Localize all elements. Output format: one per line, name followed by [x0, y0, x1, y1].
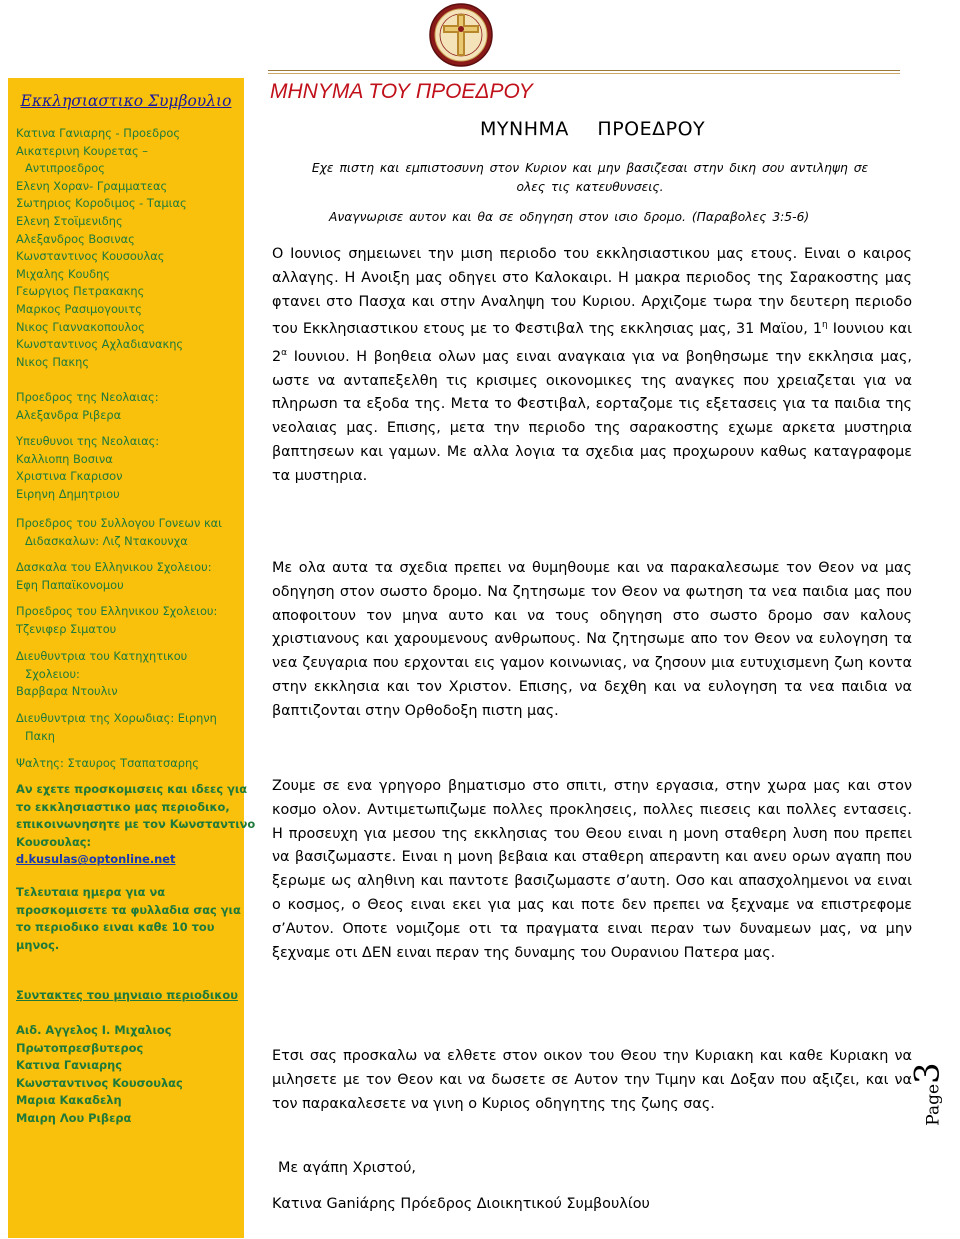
- verse-line: Αναγνωρισε αυτον και θα σε οδηγηση στον ισιο δρομο. (Παραβολες 3:5-6): [329, 210, 810, 224]
- contact-line: Αν εχετε προσκομισεις και ιδεες για: [16, 782, 248, 796]
- council-list: [16, 125, 242, 371]
- editors-label: Συντακτες του μηνιαιο περιοδικου: [16, 988, 238, 1002]
- council-member: Αικατερινη Κουρετας –: [16, 143, 148, 158]
- paragraph-text: Ο Ιουνιος σημειωνει την μιση περιοδο του εκκλησιαστικου μας ετους. Ειναι ο καιρος αλλαγης. Η Ανοιξη μας οδηγει στο Καλοκαιρι. Η μακρα περιοδος της Σαρακοστης μας φτανει στο Πασχα και στην Αναληψη του Κυριου. Αρχιζομε τωρα την δευτερη περιοδο του Εκκλησιαστικου ετους με το Φεστιβαλ της εκκλησιας μας, 31 Μαϊου, 1: [272, 246, 912, 338]
- scripture-verse: [280, 159, 900, 197]
- editor-name: Αιδ. Αγγελος Ι. Μιχαλιος: [16, 1023, 172, 1037]
- catechism-block: [16, 648, 242, 701]
- deadline-block: [16, 884, 242, 954]
- header-rule-thin: [268, 73, 900, 74]
- pta-label: Προεδρος του Συλλογου Γονεων και: [16, 516, 223, 530]
- chanter-block: [16, 755, 242, 773]
- page-word: Page: [923, 1083, 944, 1126]
- pta-block: [16, 515, 242, 550]
- page-number: [907, 1040, 960, 1140]
- youth-leaders-label: Υπευθυνοι της Νεολαιας:: [16, 434, 160, 448]
- teacher-name: Εφη Παπαϊκονομου: [16, 577, 124, 592]
- youth-leader: Ειρηνη Δημητριου: [16, 486, 120, 501]
- council-member: Κωνσταντινος Αχλαδιανακης: [16, 337, 184, 352]
- sidebar-title: Εκκλησιαστικο Συμβουλιο: [20, 92, 232, 110]
- pta-label-cont: Διδασκαλων:: [25, 533, 100, 548]
- page-num: 3: [907, 1062, 948, 1084]
- contact-line: το εκκλησιαστικο μας περιοδικο,: [16, 799, 230, 814]
- council-member: Ελενη Στοϊμενιδης: [16, 213, 123, 228]
- teacher-label: Δασκαλα του Ελληνικου Σχολειου:: [16, 560, 212, 574]
- council-member: Γεωργιος Πετρακακης: [16, 284, 145, 299]
- youth-leader: Χριστινα Γκαρισον: [16, 469, 123, 484]
- message-heading: ΜΥΝΗΜΑ ΠΡΟΕΔΡΟΥ: [480, 118, 706, 140]
- choir-name-cont: Πακη: [25, 728, 56, 743]
- catechism-label-cont: Σχολειου:: [25, 666, 80, 681]
- catechism-name: Βαρβαρα Ντουλιν: [16, 684, 118, 699]
- page-title: ΜΗΝΥΜΑ ΤΟΥ ΠΡΟΕΔΡΟΥ: [270, 80, 533, 103]
- choir-block: [16, 710, 242, 745]
- contact-block: [16, 781, 256, 869]
- paragraph: [272, 1045, 912, 1116]
- signature-line: Κατινα Ganiάρης Πρόεδρος Διοικητικού Συμβουλίου: [272, 1196, 650, 1212]
- paragraph: [272, 775, 912, 965]
- council-member: Μιχαλης Κουδης: [16, 266, 110, 281]
- paragraph: [272, 557, 912, 724]
- council-member: Νικος Γιαννακοπουλος: [16, 319, 145, 334]
- youth-leader: Καλλιοπη Βοσινα: [16, 451, 113, 466]
- council-member: Μαρκος Ρασιμογουιτς: [16, 301, 142, 316]
- council-member: Αντιπροεδρος: [25, 161, 105, 176]
- school-president-block: [16, 603, 242, 638]
- verse-line: ολες τις κατευθυνσεις.: [516, 180, 664, 194]
- choir-label: Διευθυντρια της Χορωδιας:: [16, 711, 175, 725]
- editors-list: [16, 1022, 242, 1128]
- contact-line: Κουσουλας:: [16, 834, 92, 849]
- paragraph-text: Ζουμε σε ενα γρηγορο βηματισμο στο σπιτι, στην εργασια, στην χωρα μας και στον κοσμο ολον. Αντιμετωπιζωμε πολλες προκλησεις, πολλες πιεσεις και πολλες εντασεις. Η προσευχη για μεσου της εκκλησιας του Θεου ειναι η μονη σταθερη λυση που πρεπει να βασιζωμαστε. Ειναι η μονη βεβαια και σταθερη απεραντη και ανευ ορων αγαπη που ξερωμε ως αληθινη και παντοτε βασιζωμαστε σ’αυτη. Οσο και απασχολημενοι να ειναι ο κοσμος, ο Θεος ειναι εκει για μας και ποτε δεν πρεπει να ξεχναμε να επιστρεφομε σ’Αυτον. Οποτε νομιζομε οτι τα πραγματα ειναι περαν των δυναμεων μας, να μην ξεχναμε οτι ΔΕΝ ειναι περαν της δυναμης του Ουρανιου Πατερα μας.: [272, 778, 912, 961]
- council-member: Κατινα Γανιαρης - Προεδρος: [16, 126, 181, 140]
- deadline-line: μηνος.: [16, 937, 60, 952]
- deadline-line: προσκομισετε τα φυλλαδια σας για: [16, 902, 241, 917]
- council-member: Σωτηριος Κοροδιμος - Ταμιας: [16, 196, 187, 211]
- school-president-name: Τζενιφερ Σιματου: [16, 621, 117, 636]
- editor-name: Κωνσταντινος Κουσουλας: [16, 1075, 183, 1090]
- school-president-label: Προεδρος του Ελληνικου Σχολειου:: [16, 604, 218, 618]
- editor-name: Κατινα Γανιαρης: [16, 1058, 123, 1073]
- youth-president-label: Προεδρος της Νεολαιας:: [16, 390, 159, 404]
- editor-name: Πρωτοπρεσβυτερος: [16, 1040, 144, 1055]
- church-seal-logo: [428, 2, 494, 68]
- header-rule: [268, 70, 900, 71]
- sidebar: [8, 78, 256, 1238]
- verse-line: Εχε πιστη και εμπιστοσυνη στον Κυριον και μην βασιζεσαι στην δικη σου αντιληψη σε: [311, 161, 869, 175]
- council-member: Αλεξανδρος Βοσινας: [16, 231, 135, 246]
- deadline-line: το περιοδικο ειναι καθε 10 του: [16, 920, 215, 935]
- choir-name: Ειρηνη: [177, 711, 217, 725]
- email-link[interactable]: d.kusulas@optonline.net: [16, 852, 176, 867]
- deadline-line: Τελευταια ημερα για να: [16, 885, 166, 899]
- youth-president-name: Αλεξανδρα Ριβερα: [16, 407, 122, 422]
- teacher-block: [16, 559, 242, 594]
- council-member: Νικος Πακης: [16, 354, 90, 369]
- youth-leaders-block: [16, 433, 242, 503]
- youth-president-block: [16, 389, 242, 424]
- editor-name: Μαιρη Λου Ριβερα: [16, 1110, 132, 1125]
- council-member: Κωνσταντινος Κουσουλας: [16, 249, 165, 264]
- closing-greeting: Με αγάπη Χριστού,: [278, 1160, 416, 1176]
- paragraph-text: Ιουνιου. Η βοηθεια ολων μας ειναι αναγκαια για να βοηθησωμε την εκκλησια μας, ωστε να ανταπεξελθη τις κρισιμες οικονομικες της αναγκες που χρειαζεται για να πληρωσn τα εξοδα της. Μετα το Φεστιβαλ, εορταζομε τις εξετασεις για τα παιδια της νεολαιας μας. Επισης, μετα την περιοδο της σαρακοστης εχωμε αρκετα μυστηρια βαπτησεων και γαμων. Με αλλα λογια τα σχεδια μας προχωρουν καθως καταγραφομε τα μυστηρια.: [272, 348, 912, 484]
- council-member: Ελενη Χοραν- Γραμματεας: [16, 178, 168, 193]
- superscript: α: [281, 347, 288, 358]
- paragraph-text: Με ολα αυτα τα σχεδια πρεπει να θυμηθουμε και να παρακαλεσωμε τον Θεον να μας οδηγηση στον σωστο δρομο. Να ζητησωμε τον Θεον να φωτηση τα νεα παιδια μας που αποφοιτουν τον μηνα αυτο και να τους οδηγηση στο σωστο δρομο σαν καλους χριστιανους και χαρουμενους ανθρωπους. Να ζητησωμε απο τον Θεον να ευλογηση τα νεα ζευγαρια που ερχονται εις γαμον κοινωνιας, να ζησουν μια ευτυχισμενη ζωη κοντα στην εκκλησια και τον Χριστον. Επισης, να δεχθη και να ευλογηση τα νεα παιδια να βαπτιζονται στην Ορθοδοξη πιστη μας.: [272, 560, 912, 719]
- chanter-label: Ψαλτης:: [16, 756, 64, 770]
- superscript: η: [821, 320, 828, 331]
- editors-block: [16, 987, 242, 1005]
- catechism-label: Διευθυντρια του Κατηχητικου: [16, 649, 188, 663]
- chanter-name: Σταυρος Τσαπατσαρης: [67, 756, 199, 770]
- paragraph: [272, 243, 912, 489]
- paragraph-text: Ετσι σας προσκαλω να ελθετε στον οικον του Θεου την Κυριακη και καθε Κυριακη να μιλησετε με τον Θεον και να δωσετε σε Αυτον την Τιμην και Δοξαν που αξιζει, και να τον παρακαλεσετε να γινη ο Κυριος οδηγητης της ζωης σας.: [272, 1048, 912, 1112]
- pta-name: Λιζ Ντακουνχα: [102, 533, 188, 548]
- paragraph-text: Ιουνιου και 2: [272, 321, 912, 365]
- contact-line: επικοινωνησητε με τον Κωνσταντινο: [16, 817, 256, 832]
- editor-name: Μαρια Κακαδελη: [16, 1093, 122, 1108]
